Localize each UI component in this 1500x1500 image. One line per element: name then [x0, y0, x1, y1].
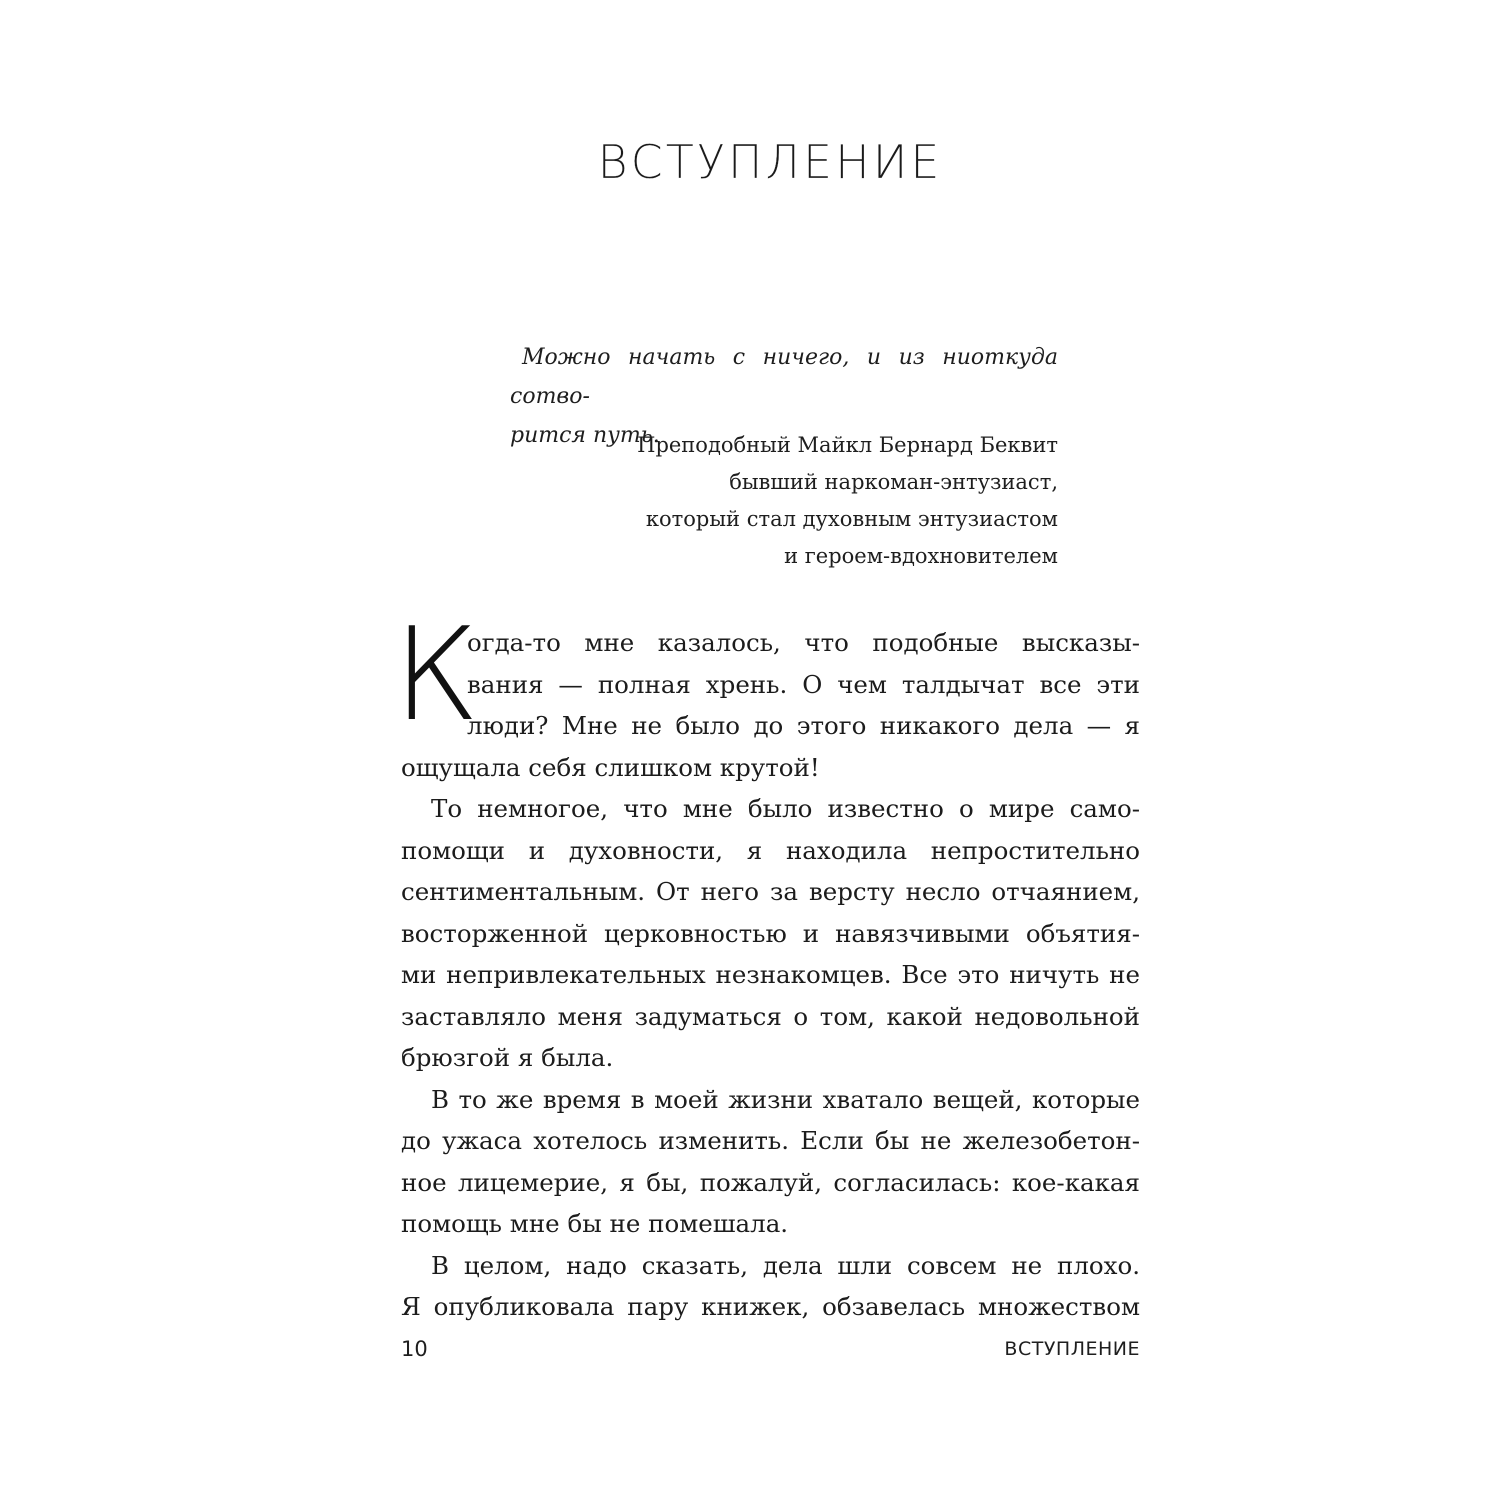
paragraph	[401, 1079, 1140, 1245]
text-line: помощи и духовности, я находила непростительно	[401, 835, 1140, 865]
epigraph-quote-line: Можно начать с ничего, и из ниоткуда сотво-	[510, 345, 1058, 409]
text-line: люди? Мне не было до этого никакого дела — я	[467, 711, 1140, 740]
paragraph	[401, 788, 1140, 1079]
text-line: В то же время в моей жизни хватало вещей, которые	[431, 1084, 1140, 1114]
text-line: ное лицемерие, я бы, пожалуй, согласилась: кое-какая	[401, 1167, 1140, 1197]
text-line: до ужаса хотелось изменить. Если бы не железобетон-	[401, 1126, 1140, 1155]
attribution-line: бывший наркоман-энтузиаст,	[729, 470, 1058, 494]
text-line: огда-то мне казалось, что подобные высказы-	[467, 628, 1140, 657]
text-line: помощь мне бы не помешала.	[401, 1209, 789, 1238]
text-line: ми непривлекательных незнакомцев. Все это ничуть не	[401, 960, 1140, 989]
page-number: 10	[401, 1337, 428, 1361]
paragraph	[393, 601, 1140, 788]
text-line: Я опубликовала пару книжек, обзавелась множеством	[401, 1292, 1140, 1321]
text-line: ощущала себя слишком крутой!	[401, 752, 820, 782]
drop-cap: К	[393, 601, 480, 750]
attribution-line: и героем-вдохновителем	[784, 544, 1058, 568]
text-line: заставляло меня задуматься о том, какой недовольной	[401, 1001, 1140, 1031]
attribution-line: Преподобный Майкл Бернард Беквит	[637, 433, 1058, 457]
attribution-line: который стал духовным энтузиастом	[645, 507, 1058, 531]
epigraph-quote-line: рится путь.	[510, 423, 660, 448]
text-line: брюзгой я была.	[401, 1043, 614, 1072]
text-line: восторженной церковностью и навязчивыми объятия-	[401, 918, 1140, 948]
chapter-title: ВСТУПЛЕНИЕ	[597, 135, 943, 189]
epigraph-attribution	[520, 427, 1058, 575]
body-text	[393, 601, 1140, 1328]
text-line: сентиментальным. От него за версту несло отчаянием,	[401, 877, 1140, 906]
text-line: То немногое, что мне было известно о мире само-	[431, 794, 1140, 823]
text-line: вания — полная хрень. О чем талдычат все эти	[467, 669, 1140, 699]
running-title: ВСТУПЛЕНИЕ	[1004, 1338, 1140, 1360]
text-line: В целом, надо сказать, дела шли совсем не плохо.	[431, 1250, 1140, 1280]
paragraph	[401, 1245, 1140, 1328]
